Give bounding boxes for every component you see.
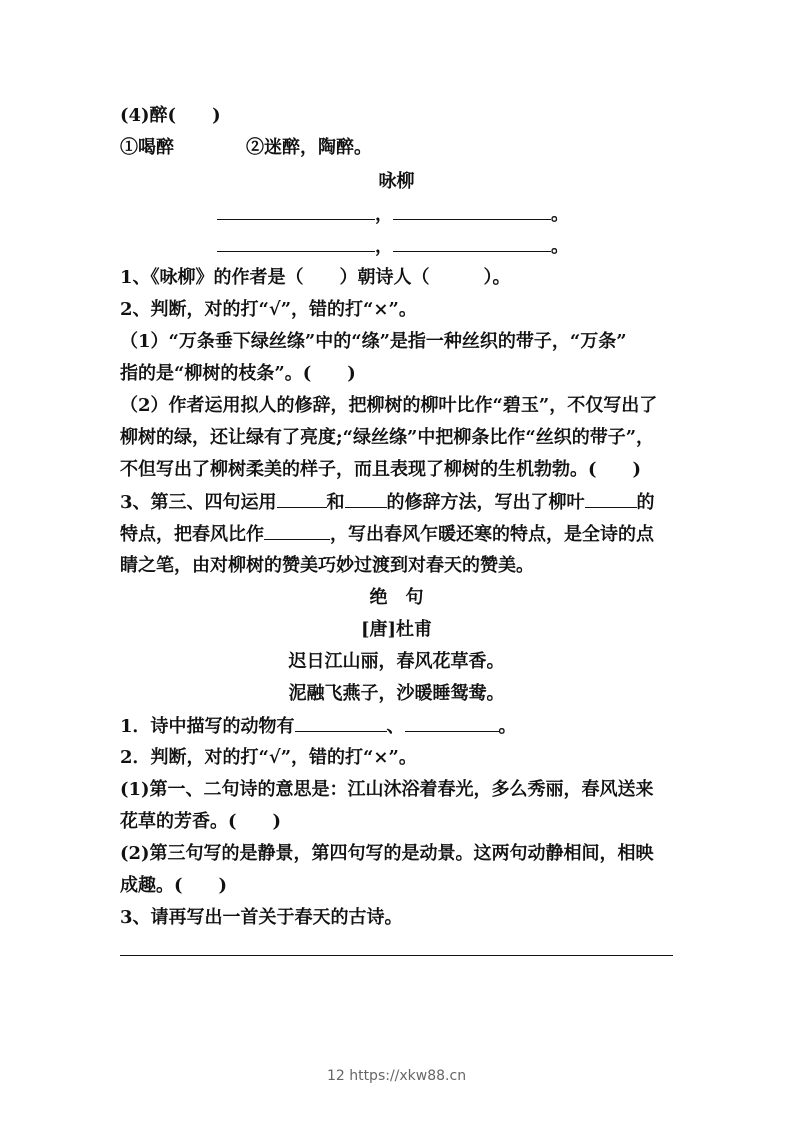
- answer-blank[interactable]: [393, 234, 551, 252]
- answer-blank[interactable]: [393, 202, 551, 220]
- answer-line[interactable]: [120, 955, 673, 956]
- answer-blank[interactable]: [585, 490, 637, 508]
- answer-blank[interactable]: [217, 234, 375, 252]
- poem-title-yongliu: 咏柳: [378, 171, 415, 192]
- poem2-question-3: 3、请再写出一首关于春天的古诗。: [120, 907, 403, 928]
- poem-fill-line-2: ， 。: [217, 234, 577, 259]
- page-footer: 12 https://xkw88.cn: [326, 1068, 467, 1084]
- poem2-question-2-1-line: 花草的芳香。( ): [120, 811, 282, 832]
- poem1-question-2-heading: 2、判断，对的打“√”，错的打“×”。: [120, 299, 417, 320]
- poem-verse: 迟日江山丽，春风花草香。: [288, 651, 505, 672]
- poem1-question-2-1-line: 指的是“柳树的枝条”。( ): [120, 363, 356, 384]
- answer-blank[interactable]: [264, 522, 330, 540]
- poem1-question-2-2-line: 不但写出了柳树柔美的样子，而且表现了柳树的生机勃勃。( ): [120, 459, 642, 480]
- poem-fill-line-1: ， 。: [217, 202, 577, 227]
- answer-blank[interactable]: [295, 714, 387, 732]
- poem2-question-2-2-line: (2)第三句写的是静景，第四句写的是动景。这两句动静相间，相映: [120, 843, 654, 864]
- poem-verse: 泥融飞燕子，沙暖睡鸳鸯。: [288, 683, 505, 704]
- poem-author: [唐]杜甫: [360, 619, 433, 640]
- poem1-question-2-2-line: （2）作者运用拟人的修辞，把柳树的柳叶比作“碧玉”，不仅写出了: [120, 395, 658, 416]
- poem-title-jueju: 绝 句: [369, 587, 424, 608]
- question-4-heading: (4)醉( ): [120, 105, 221, 126]
- answer-blank[interactable]: [277, 490, 327, 508]
- poem2-question-2-heading: 2．判断，对的打“√”，错的打“×”。: [120, 747, 417, 768]
- poem1-question-3-line: 特点，把春风比作 ，写出春风乍暖还寒的特点，是全诗的点: [120, 524, 654, 545]
- answer-blank[interactable]: [405, 714, 499, 732]
- poem1-question-1: 1、《咏柳》的作者是（ ）朝诗人（ ）。: [120, 267, 511, 288]
- poem2-question-1: 1．诗中描写的动物有 、 。: [120, 716, 517, 737]
- question-4-options: ①喝醉 ②迷醉，陶醉。: [120, 137, 372, 158]
- poem1-question-3-line: 3、第三、四句运用 和 的修辞方法，写出了柳叶 的: [120, 492, 655, 513]
- answer-blank[interactable]: [217, 202, 375, 220]
- poem1-question-3-line: 睛之笔，由对柳树的赞美巧妙过渡到对春天的赞美。: [120, 555, 534, 576]
- poem1-question-2-2-line: 柳树的绿，还让绿有了亮度;“绿丝绦”中把柳条比作“丝织的带子”，: [120, 427, 655, 448]
- poem1-question-2-1-line: （1）“万条垂下绿丝绦”中的“绦”是指一种丝织的带子，“万条”: [120, 331, 627, 352]
- poem2-question-2-2-line: 成趣。( ): [120, 875, 228, 896]
- answer-blank[interactable]: [345, 490, 387, 508]
- poem2-question-2-1-line: (1)第一、二句诗的意思是：江山沐浴着春光，多么秀丽，春风送来: [120, 779, 654, 800]
